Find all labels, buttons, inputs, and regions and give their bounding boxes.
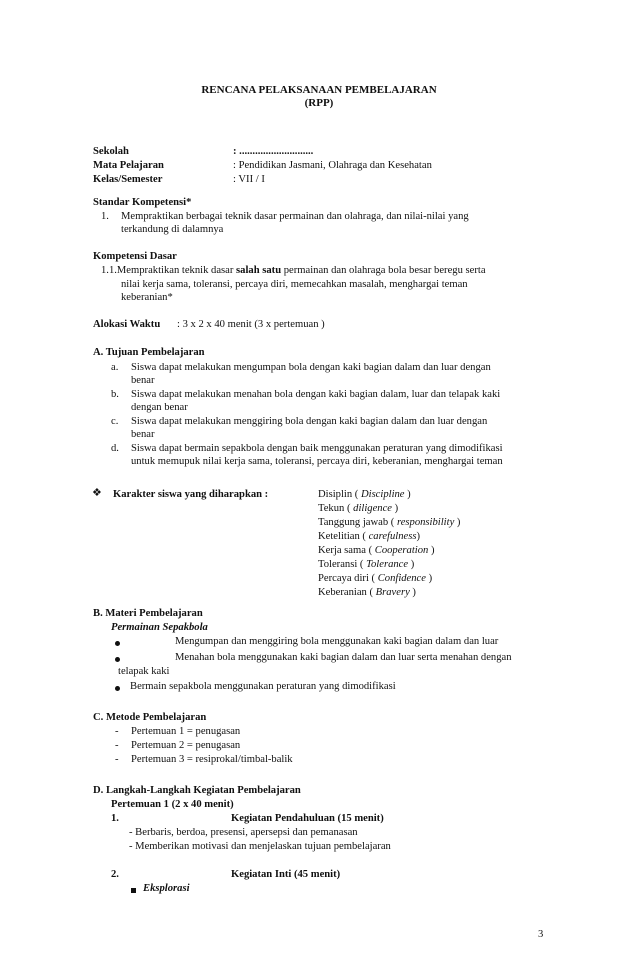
tujuan-item-line: dengan benar [131,402,188,413]
pertemuan-heading: Pertemuan 1 (2 x 40 menit) [111,799,234,810]
karakter-item [318,572,432,585]
tujuan-item-letter: c. [111,416,119,427]
tujuan-item-letter: d. [111,443,119,454]
dash-marker: - [115,740,119,751]
tujuan-item-line: Siswa dapat melakukan menahan bola dengan kaki bagian dalam, luar dan telapak kaki [131,389,501,400]
karakter-english: carefulness [368,531,417,542]
square-bullet-icon [131,888,136,893]
metode-item: Pertemuan 3 = resiprokal/timbal-balik [131,754,293,765]
sk-item-line: Mempraktikan berbagai teknik dasar permainan dan olahraga, dan nilai-nilai yang [121,211,469,222]
kd-line: nilai kerja sama, toleransi, percaya diri, memecahkan masalah, menghargai teman [121,279,468,290]
karakter-name: Tekun ( [318,503,354,514]
karakter-close: ) [404,489,411,500]
tujuan-item-line: benar [131,429,155,440]
step-item: - Memberikan motivasi dan menjelaskan tujuan pembelajaran [129,841,391,852]
materi-item: Bermain sepakbola menggunakan peraturan yang dimodifikasi [130,681,396,692]
materi-heading: B. Materi Pembelajaran [93,608,203,619]
karakter-close: ) [425,573,433,584]
tujuan-item-letter: b. [111,389,119,400]
step-title: Kegiatan Inti (45 menit) [231,869,341,880]
sekolah-value: : ............................ [233,146,314,157]
karakter-close: ) [454,517,461,528]
kelas-value: : VII / I [233,174,265,185]
document-subtitle: (RPP) [304,97,334,109]
step-item: - Berbaris, berdoa, presensi, apersepsi dan pemanasan [129,827,358,838]
tujuan-item-letter: a. [111,362,119,373]
alokasi-label: Alokasi Waktu [93,319,161,330]
kd-line: keberanian* [121,292,173,303]
karakter-name: Keberanian ( [318,587,376,598]
bullet-icon [115,686,120,691]
karakter-name: Ketelitian ( [318,531,369,542]
metode-item: Pertemuan 2 = penugasan [131,740,241,751]
bullet-icon [115,657,120,662]
karakter-item [318,530,420,543]
page-number: 3 [538,929,544,940]
step-title: Kegiatan Pendahuluan (15 menit) [231,813,384,824]
alokasi-value: : 3 x 2 x 40 menit (3 x pertemuan ) [177,319,325,330]
materi-subheading: Permainan Sepakbola [111,622,208,633]
sk-heading: Standar Kompetensi* [93,197,192,208]
karakter-english: Cooperation [374,545,429,556]
karakter-english: Confidence [377,573,426,584]
karakter-english: Tolerance [366,559,409,570]
langkah-heading: D. Langkah-Langkah Kegiatan Pembelajaran [93,785,301,796]
mapel-label: Mata Pelajaran [93,160,164,171]
karakter-close: ) [416,531,420,542]
metode-heading: C. Metode Pembelajaran [93,712,207,723]
sk-item-line: terkandung di dalamnya [121,224,224,235]
tujuan-item-line: Siswa dapat melakukan mengumpan bola dengan kaki bagian dalam dan luar dengan [131,362,491,373]
karakter-english: Bravery [375,587,410,598]
materi-item: Mengumpan dan menggiring bola menggunakan kaki bagian dalam dan luar [175,636,499,647]
karakter-english: Discipline [360,489,405,500]
step-number: 2. [111,869,119,880]
step-number: 1. [111,813,119,824]
karakter-close: ) [408,559,415,570]
kd-heading: Kompetensi Dasar [93,251,177,262]
bullet-icon [115,641,120,646]
sekolah-label: Sekolah [93,146,129,157]
materi-item: Menahan bola menggunakan kaki bagian dalam dan luar serta menahan dengan [175,652,512,663]
sk-item-number: 1. [101,211,109,222]
karakter-item [318,488,411,501]
kelas-label: Kelas/Semester [93,174,163,185]
karakter-close: ) [409,587,416,598]
dash-marker: - [115,754,119,765]
kd-line: 1.1.Mempraktikan teknik dasar salah satu permainan dan olahraga bola besar beregu serta [101,265,486,276]
document-title: RENCANA PELAKSANAAN PEMBELAJARAN [201,84,437,96]
karakter-close: ) [428,545,435,556]
karakter-name: Percaya diri ( [318,573,378,584]
tujuan-item-line: untuk memupuk nilai kerja sama, toleransi, percaya diri, keberanian, menghargai teman [131,456,503,467]
karakter-name: Tanggung jawab ( [318,517,397,528]
karakter-item [318,544,435,557]
tujuan-item-line: Siswa dapat bermain sepakbola dengan baik menggunakan peraturan yang dimodifikasi [131,443,503,454]
dash-marker: - [115,726,119,737]
karakter-name: Kerja sama ( [318,545,375,556]
materi-item: telapak kaki [118,666,170,677]
karakter-english: responsibility [396,517,455,528]
mapel-value: : Pendidikan Jasmani, Olahraga dan Kesehatan [233,160,432,171]
tujuan-item-line: Siswa dapat melakukan menggiring bola dengan kaki bagian dalam dan luar dengan [131,416,488,427]
metode-item: Pertemuan 1 = penugasan [131,726,241,737]
karakter-close: ) [391,503,399,514]
karakter-english: diligence [353,503,392,514]
diamond-bullet-icon: ❖ [92,487,102,499]
tujuan-item-line: benar [131,375,155,386]
karakter-item [318,502,398,515]
karakter-label: Karakter siswa yang diharapkan : [113,489,269,500]
karakter-item [318,558,414,571]
karakter-item [318,516,460,529]
karakter-name: Disiplin ( [318,489,361,500]
karakter-name: Toleransi ( [318,559,367,570]
karakter-item [318,586,416,599]
tujuan-heading: A. Tujuan Pembelajaran [93,347,205,358]
eksplorasi-label: Eksplorasi [143,883,190,894]
